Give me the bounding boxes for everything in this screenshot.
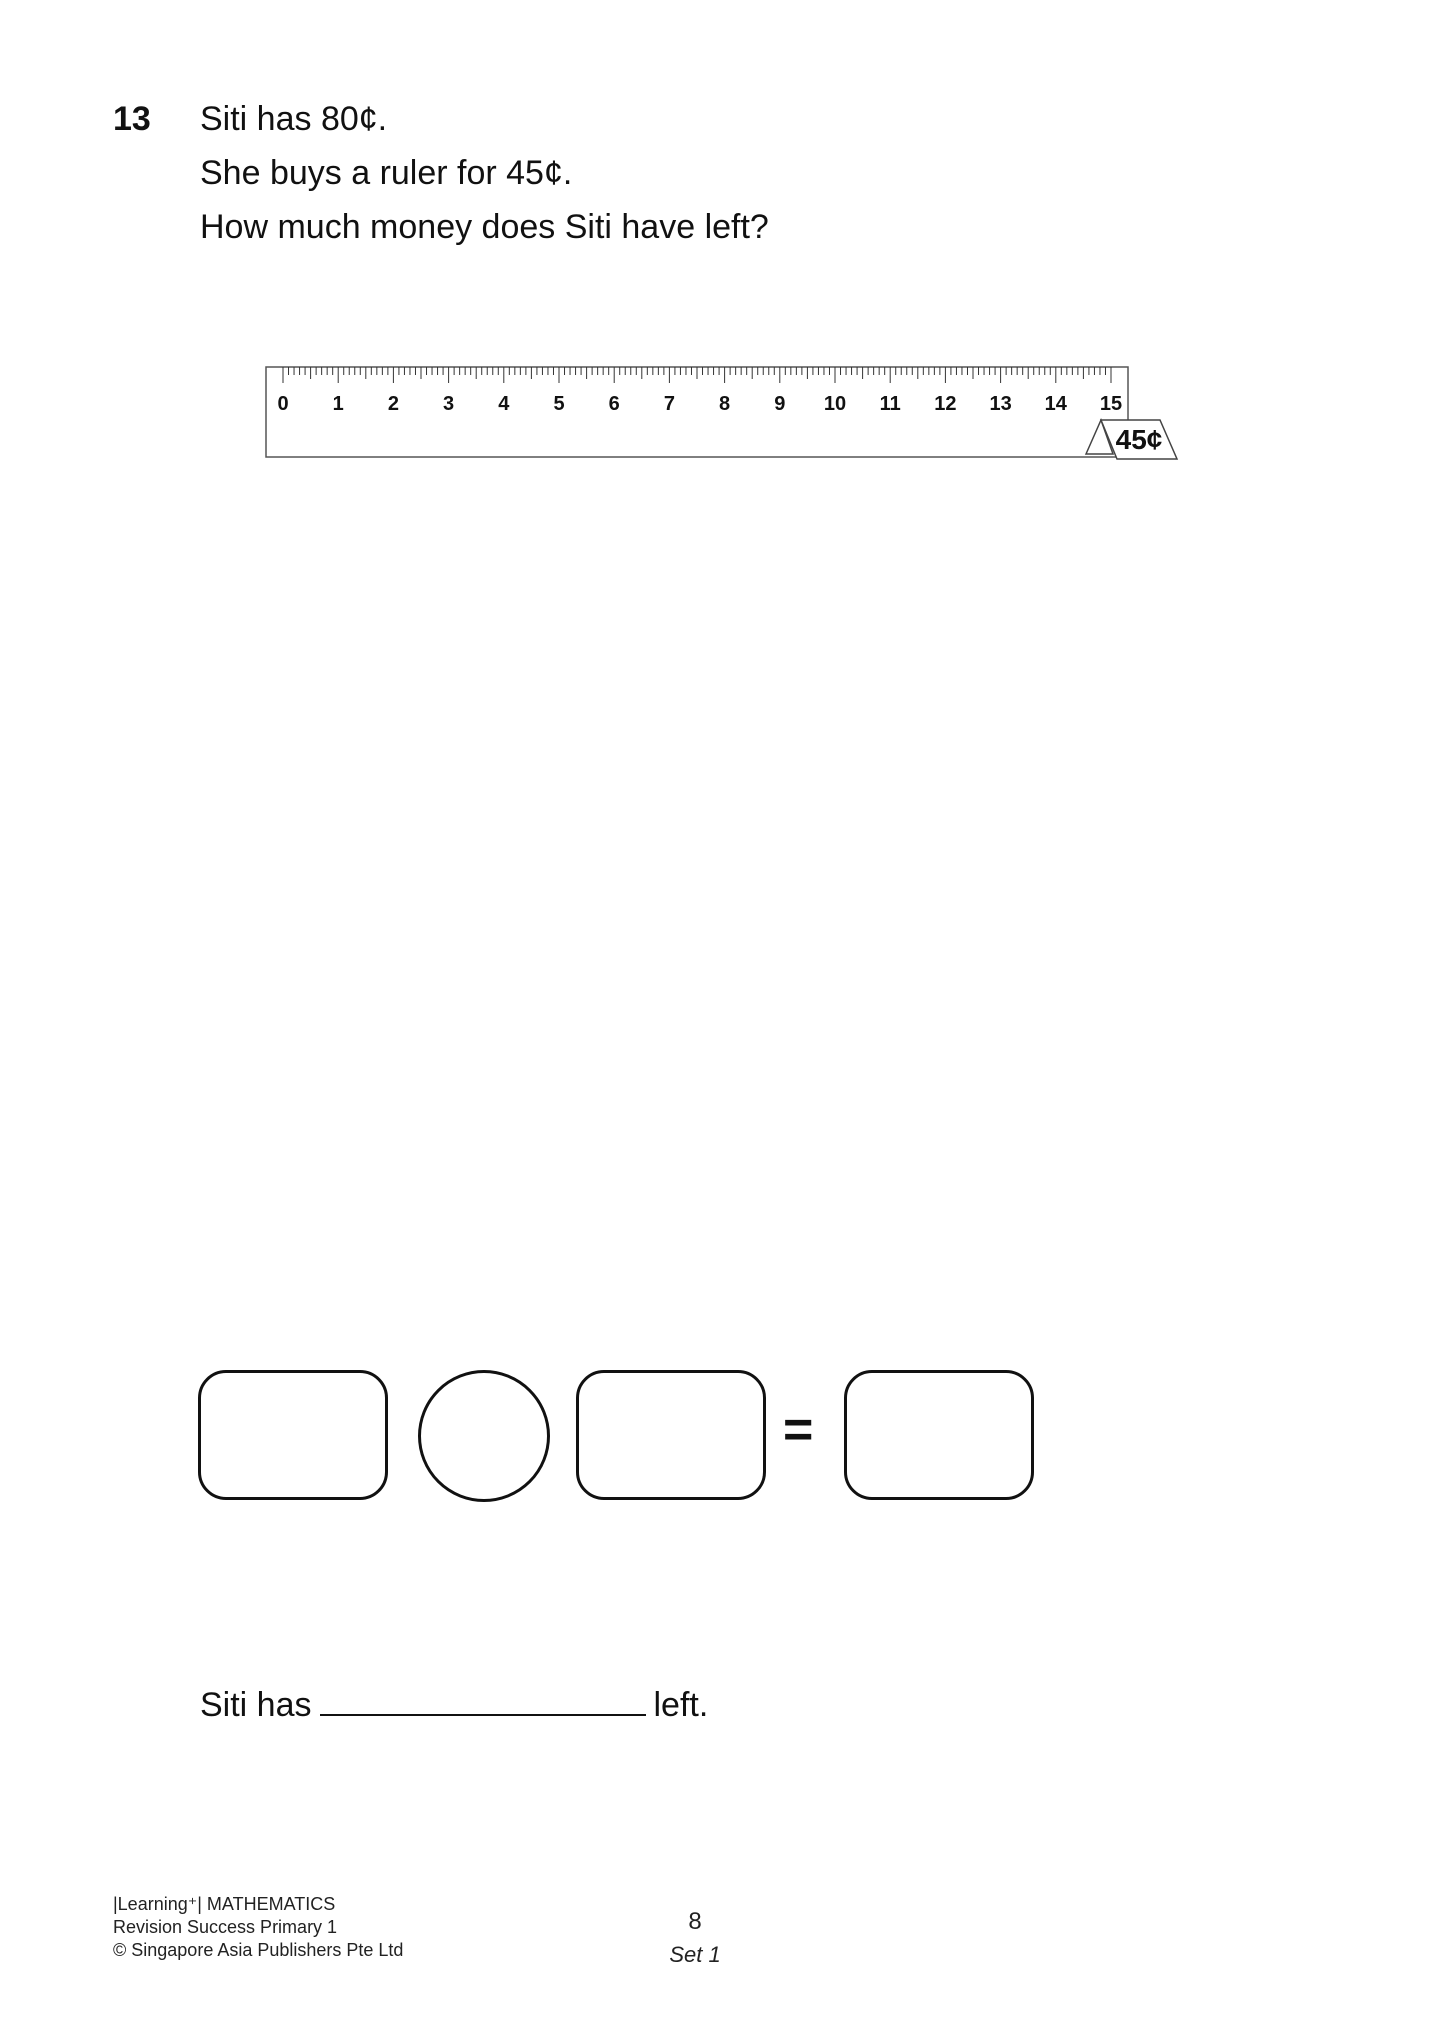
price-tag bbox=[1086, 420, 1177, 459]
ruler-tick-label: 6 bbox=[608, 393, 620, 415]
operator-circle[interactable] bbox=[418, 1370, 550, 1502]
number-sentence bbox=[198, 1370, 1038, 1505]
page-number: 8 bbox=[688, 1908, 702, 1935]
ruler-tick-label: 7 bbox=[663, 393, 675, 415]
ruler-tick-label: 11 bbox=[879, 393, 901, 415]
footer-publisher bbox=[113, 1893, 403, 1962]
question-number: 13 bbox=[113, 100, 151, 138]
price-tag-label: 45¢ bbox=[1115, 424, 1163, 455]
question-line-2: She buys a ruler for 45¢. bbox=[200, 154, 573, 192]
equals-sign: = bbox=[783, 1401, 814, 1459]
answer-suffix: left. bbox=[653, 1686, 709, 1724]
ruler-tick-label: 10 bbox=[823, 393, 847, 415]
question-line-1: Siti has 80¢. bbox=[200, 100, 388, 138]
answer-sentence bbox=[200, 1684, 708, 1725]
ruler-tick-label: 13 bbox=[989, 393, 1012, 415]
ruler-tick-label: 9 bbox=[774, 393, 786, 415]
set-label: Set 1 bbox=[669, 1942, 721, 1967]
ruler-tick-label: 14 bbox=[1044, 393, 1067, 415]
ruler-tick-label: 0 bbox=[277, 393, 289, 415]
question-line-3: How much money does Siti have left? bbox=[200, 208, 769, 246]
ruler-tick-label: 2 bbox=[387, 393, 399, 415]
ruler-tick-label: 4 bbox=[498, 393, 510, 415]
ruler-tick-label: 15 bbox=[1099, 393, 1123, 415]
ruler-tick-label: 1 bbox=[332, 393, 344, 415]
ruler-tick-label: 3 bbox=[443, 393, 455, 415]
ruler-illustration bbox=[265, 366, 1163, 458]
ruler-tick-label: 8 bbox=[719, 393, 731, 415]
answer-box-1[interactable] bbox=[198, 1370, 388, 1500]
footer-book-title: Revision Success Primary 1 bbox=[113, 1917, 338, 1937]
answer-blank[interactable] bbox=[320, 1684, 646, 1716]
answer-box-2[interactable] bbox=[576, 1370, 766, 1500]
answer-box-result[interactable] bbox=[844, 1370, 1034, 1500]
answer-prefix: Siti has bbox=[200, 1686, 312, 1724]
footer-copyright: © Singapore Asia Publishers Pte Ltd bbox=[113, 1940, 404, 1960]
ruler-tick-label: 12 bbox=[934, 393, 957, 415]
footer-series: |Learning⁺| MATHEMATICS bbox=[113, 1894, 336, 1914]
ruler-tick-label: 5 bbox=[553, 393, 565, 415]
